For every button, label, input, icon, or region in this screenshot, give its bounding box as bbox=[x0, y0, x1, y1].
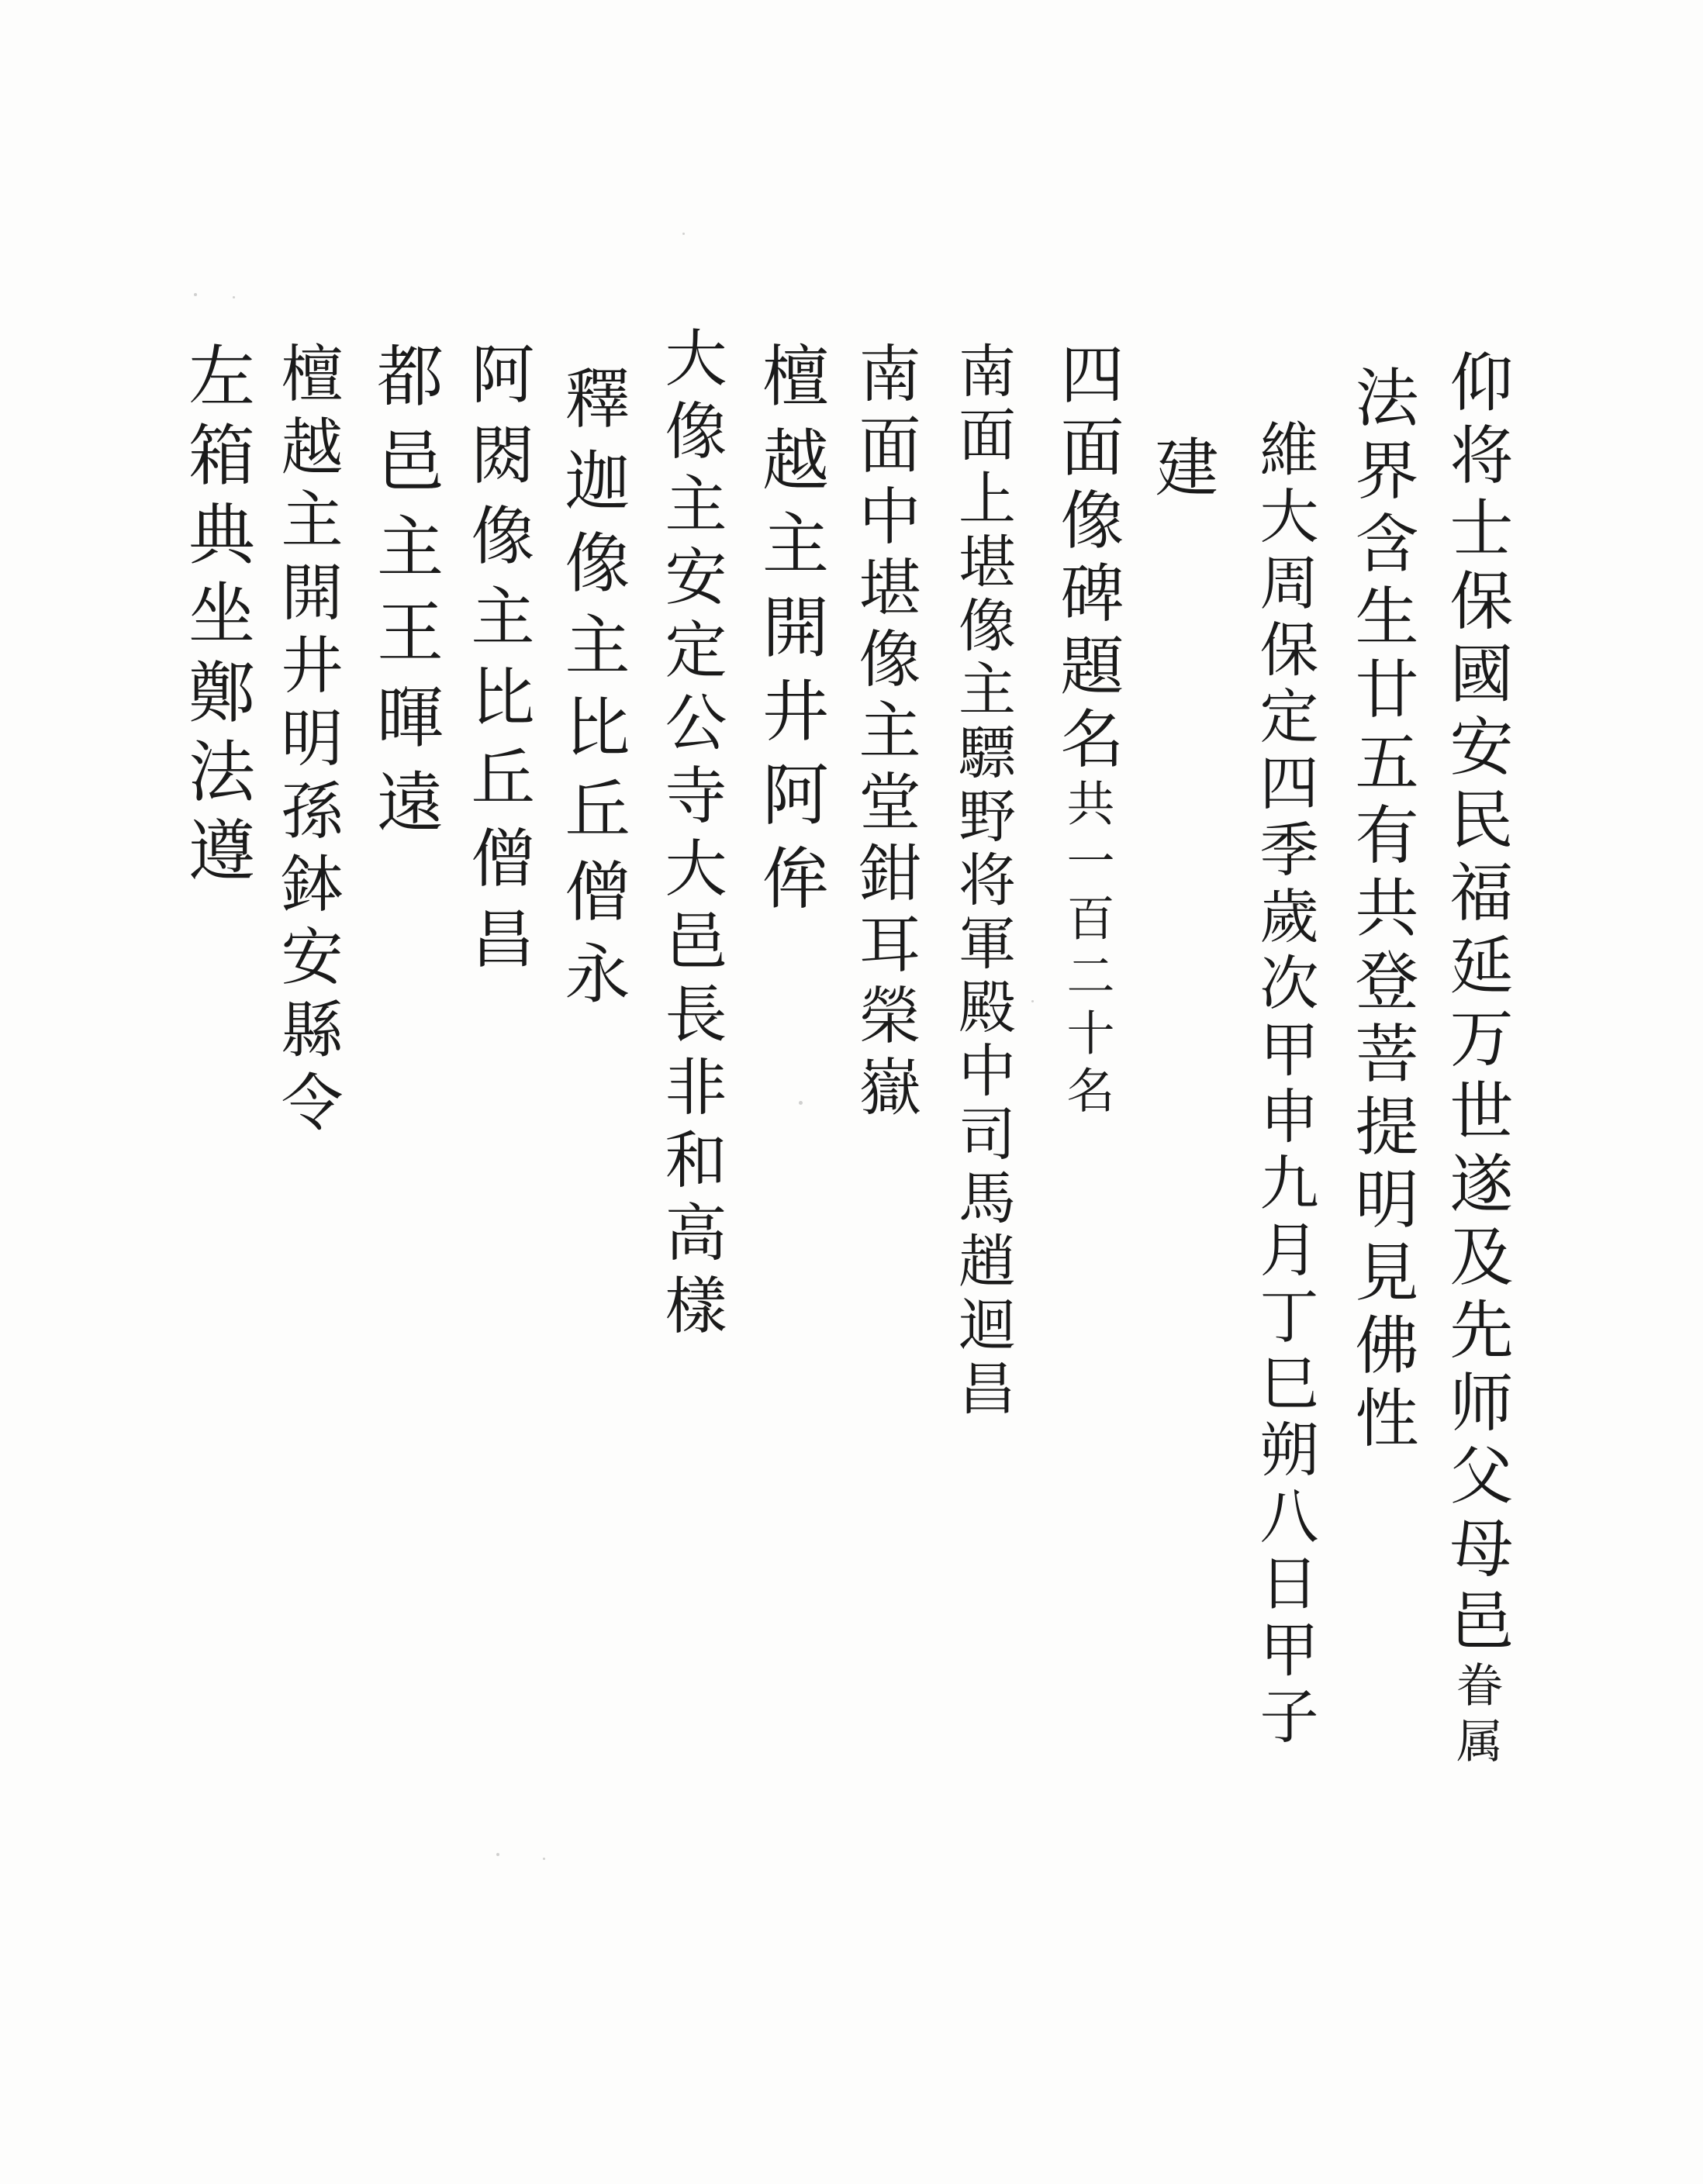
column-title: 四面像碑題名 bbox=[1050, 341, 1124, 778]
column-note: 眷属 bbox=[1449, 1661, 1503, 1772]
column-text: 檀越主開井明孫鉢安縣令 bbox=[271, 341, 343, 1143]
column-text: 南面上堪像主驃野将軍殿中司馬趙迴昌 bbox=[949, 341, 1016, 1422]
column-text: 法界含生廿五有共登菩提明見佛性 bbox=[1345, 364, 1418, 1458]
text-column-10 bbox=[554, 364, 630, 1022]
column-text: 建 bbox=[1145, 434, 1218, 507]
column-text: 維大周保定四季歲次甲申九月丁巳朔八日甲子 bbox=[1250, 419, 1319, 1752]
paper-speck bbox=[1031, 1000, 1034, 1002]
column-text: 檀越主開井阿侔 bbox=[751, 341, 828, 927]
paper-speck bbox=[233, 296, 235, 298]
text-column-8 bbox=[751, 341, 828, 927]
column-note: 共一百二十名 bbox=[1059, 778, 1115, 1123]
column-text: 南面中堪像主堂鉗耳榮嶽 bbox=[848, 341, 921, 1126]
text-column-9 bbox=[655, 326, 727, 1346]
text-column-2 bbox=[1345, 364, 1418, 1458]
column-text: 大像主安定公寺大邑長非和高樣 bbox=[655, 326, 727, 1346]
text-column-11 bbox=[461, 341, 534, 986]
text-column-4 bbox=[1145, 434, 1218, 507]
paper-speck bbox=[799, 1101, 803, 1105]
paper-speck bbox=[543, 1858, 545, 1860]
text-column-12 bbox=[365, 341, 443, 853]
column-text: 左箱典坐鄭法遵 bbox=[177, 341, 254, 895]
text-column-13 bbox=[271, 341, 343, 1143]
text-column-6 bbox=[949, 341, 1016, 1422]
column-text: 都邑主王暉遠 bbox=[365, 341, 443, 853]
paper-speck bbox=[194, 293, 197, 296]
text-column-3 bbox=[1250, 419, 1319, 1752]
column-text: 釋迦像主比丘僧永 bbox=[554, 364, 630, 1022]
text-column-1 bbox=[1439, 349, 1513, 1772]
text-column-14 bbox=[177, 341, 254, 895]
column-text: 仰将士保國安民福延万世遂及先师父母邑 bbox=[1439, 349, 1513, 1661]
text-column-5 bbox=[1050, 341, 1124, 1123]
text-column-7 bbox=[848, 341, 921, 1126]
paper-speck bbox=[682, 233, 685, 235]
column-text: 阿閦像主比丘僧昌 bbox=[461, 341, 534, 986]
paper-speck bbox=[496, 1853, 499, 1856]
